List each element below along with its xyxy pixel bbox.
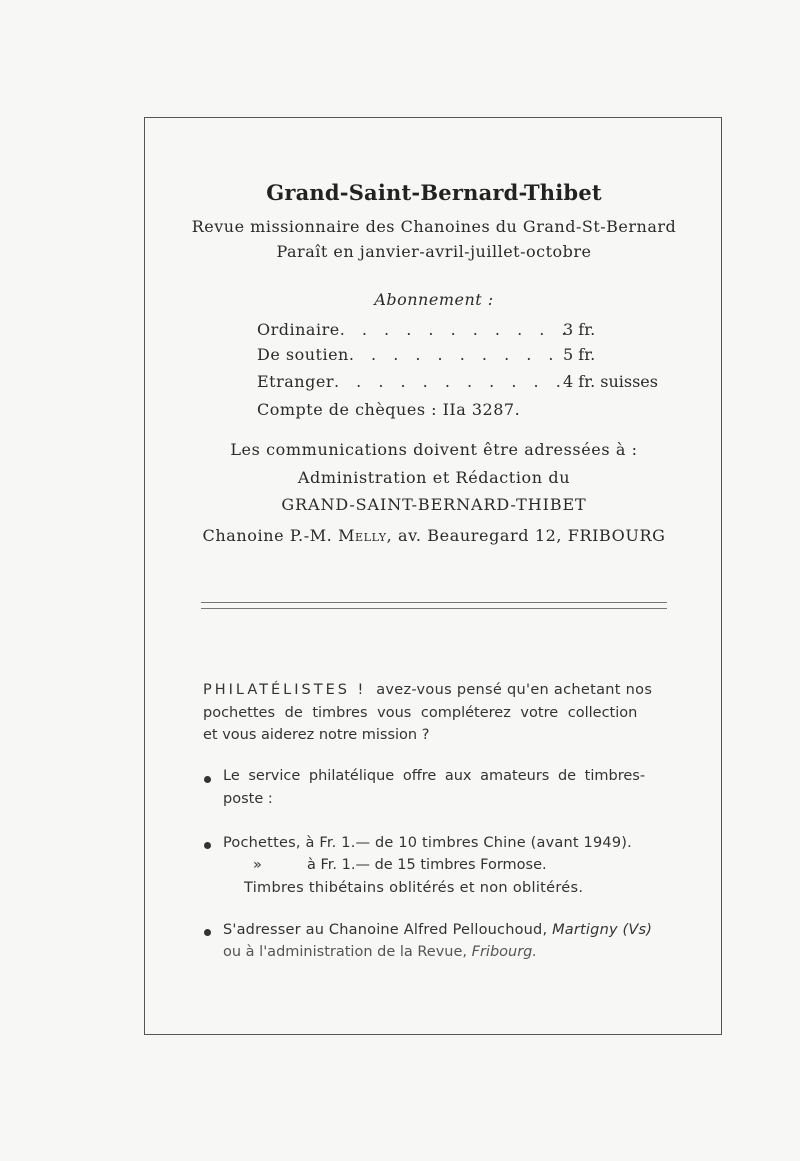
ditto-mark: » xyxy=(253,857,262,873)
publication-schedule: Paraît en janvier-avril-juillet-octobre xyxy=(276,242,592,261)
philately-heading xyxy=(203,682,652,698)
contact-place: Fribourg. xyxy=(471,944,537,960)
subscription-price: 4 fr. suisses xyxy=(563,372,658,391)
subscription-price: 3 fr. xyxy=(563,320,596,339)
philately-line: pochettes de timbres vous compléterez votre collection xyxy=(203,705,638,721)
philately-caps: PHILATÉLISTES ! xyxy=(203,682,367,698)
contact-place: Martigny (Vs) xyxy=(552,922,653,938)
administration-line: Administration et Rédaction du xyxy=(297,468,571,487)
postal-address xyxy=(145,526,723,545)
packets-line-text: à Fr. 1.— de 15 timbres Formose. xyxy=(307,857,547,873)
divider xyxy=(201,602,667,603)
subscription-heading: Abonnement : xyxy=(374,290,494,309)
divider xyxy=(201,608,667,609)
philately-heading-rest: avez-vous pensé qu'en achetant nos xyxy=(376,682,653,698)
subtitle: Revue missionnaire des Chanoines du Grand-St-Bernard xyxy=(191,217,677,236)
subscription-label: Ordinaire xyxy=(257,320,340,339)
packets-line: Pochettes, à Fr. 1.— de 10 timbres Chine (avant 1949). xyxy=(223,835,632,851)
subscription-row xyxy=(257,320,596,339)
philately-line: et vous aiderez notre mission ? xyxy=(203,727,430,743)
subscription-label: Etranger xyxy=(257,372,334,391)
leader-dots: . . . . . . . . . . . xyxy=(333,372,567,391)
subscription-row xyxy=(257,345,596,364)
contact-line xyxy=(223,922,652,938)
address-name: Melly xyxy=(338,526,387,545)
address-prefix: Chanoine P.-M. xyxy=(202,526,333,545)
subscription-label: De soutien xyxy=(257,345,349,364)
leader-dots: . . . . . . . . . . . xyxy=(339,320,573,339)
bullet-icon xyxy=(204,929,211,936)
subscription-price: 5 fr. xyxy=(563,345,596,364)
page-title: Grand-Saint-Bernard-Thibet xyxy=(266,180,602,205)
subscription-row xyxy=(257,372,658,391)
communications-intro: Les communications doivent être adressées à : xyxy=(230,440,638,459)
contact-line-text: S'adresser au Chanoine Alfred Pellouchoud, xyxy=(223,922,548,938)
bullet-icon xyxy=(204,842,211,849)
service-line: Le service philatélique offre aux amateurs de timbres- xyxy=(223,768,646,784)
service-line: poste : xyxy=(223,791,273,807)
leader-dots: . . . . . . . . . . xyxy=(348,345,560,364)
journal-name-caps: GRAND-SAINT-BERNARD-THIBET xyxy=(281,495,587,514)
contact-line-text: ou à l'administration de la Revue, xyxy=(223,944,468,960)
page-frame xyxy=(144,117,722,1035)
contact-line xyxy=(223,944,537,960)
address-suffix: , av. Beauregard 12, FRIBOURG xyxy=(386,526,666,545)
bullet-icon xyxy=(204,776,211,783)
packets-line: Timbres thibétains oblitérés et non oblitérés. xyxy=(244,880,584,896)
packets-line xyxy=(253,857,547,873)
cheque-account: Compte de chèques : IIa 3287. xyxy=(257,400,521,419)
